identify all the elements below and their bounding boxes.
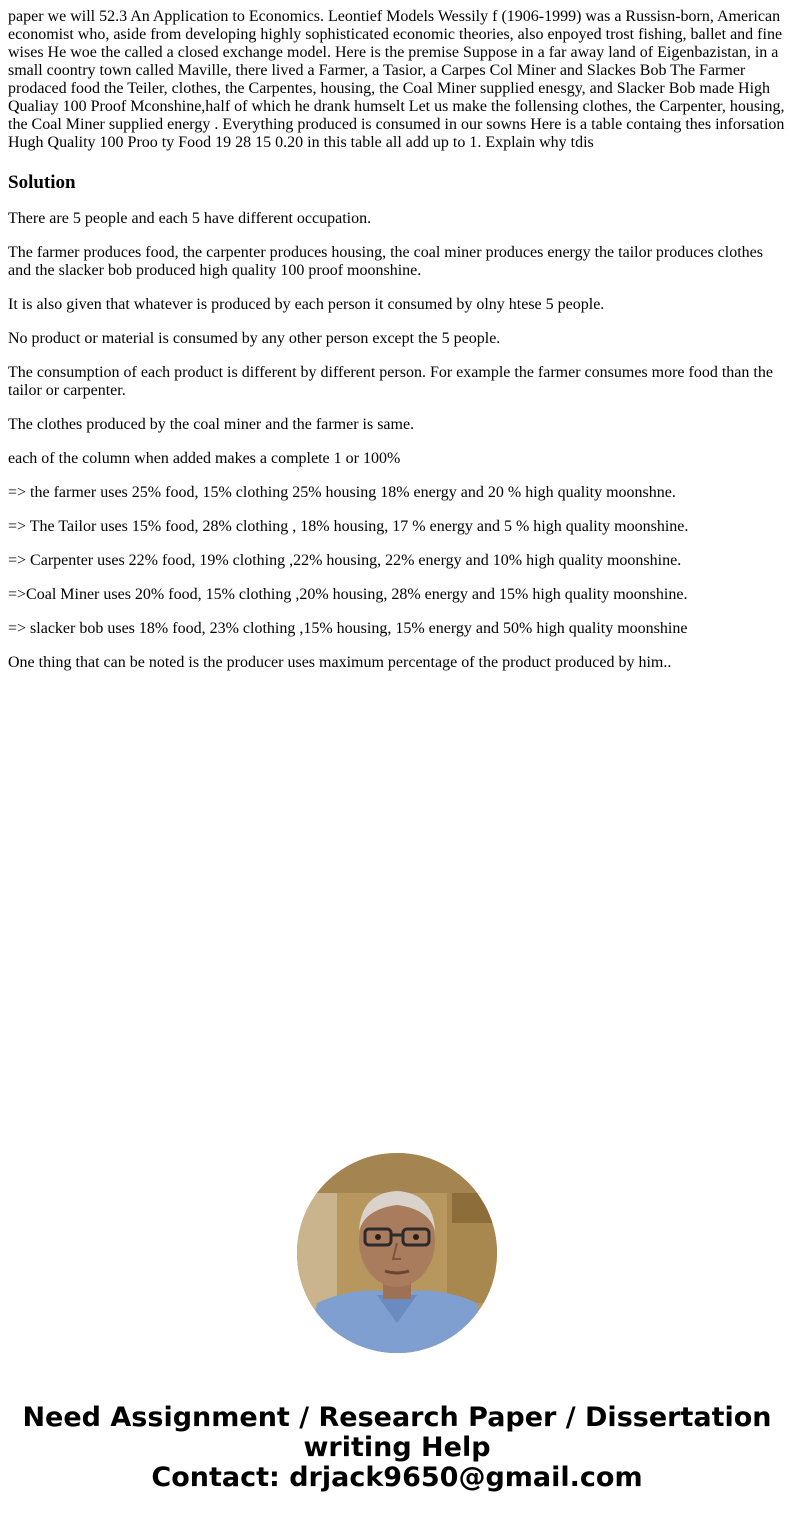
footer-help-text: Need Assignment / Research Paper / Dissertation writing Help (22, 1402, 772, 1463)
solution-paragraph: The farmer produces food, the carpenter produces housing, the coal miner produces energy the tailor produces clothes and the slacker bob produced high quality 100 proof moonshine. (8, 244, 763, 279)
solution-heading: Solution (8, 172, 76, 193)
person-photo-icon (297, 1153, 497, 1353)
solution-paragraph: The clothes produced by the coal miner and the farmer is same. (8, 416, 415, 433)
solution-paragraph: => The Tailor uses 15% food, 28% clothing , 18% housing, 17 % energy and 5 % high quality moonshine. (8, 518, 689, 535)
solution-paragraph: It is also given that whatever is produced by each person it consumed by olny htese 5 people. (8, 296, 605, 313)
solution-paragraph: =>Coal Miner uses 20% food, 15% clothing ,20% housing, 28% energy and 15% high quality moonshine. (8, 586, 688, 603)
solution-paragraph: One thing that can be noted is the producer uses maximum percentage of the product produced by him.. (8, 654, 672, 671)
solution-paragraph: => the farmer uses 25% food, 15% clothing 25% housing 18% energy and 20 % high quality moonshne. (8, 484, 676, 501)
solution-paragraph: => Carpenter uses 22% food, 19% clothing ,22% housing, 22% energy and 10% high quality moonshine. (8, 552, 682, 569)
solution-paragraph: each of the column when added makes a complete 1 or 100% (8, 450, 401, 467)
avatar (297, 1153, 497, 1353)
document-content (8, 8, 786, 688)
solution-paragraph: There are 5 people and each 5 have different occupation. (8, 210, 372, 227)
footer-contact (0, 1403, 794, 1493)
question-text: paper we will 52.3 An Application to Economics. Leontief Models Wessily f (1906-1999) was a Russisn-born, American economist who, aside from developing highly sophisticated economic theories, also enpoyed trost fishing, ballet and fine wises He woe the called a closed exchange model. Here is the premise Suppose in a far away land of Eigenbazistan, in a small coontry town called Maville, there lived a Farmer, a Tasior, a Carpes Col Miner and Slackes Bob The Farmer prodaced food the Teiler, clothes, the Carpentes, housing, the Coal Miner supplied enesgy, and Slacker Bob made High Qualiay 100 Proof Mconshine,half of which he drank humselt Let us make the follensing clothes, the Carpenter, housing, the Coal Miner supplied energy . Everything produced is consumed in our sowns Here is a table containg thes inforsation Hugh Quality 100 Proo ty Food 19 28 15 0.20 in this table all add up to 1. Explain why tdis (8, 8, 785, 151)
footer-contact-email: Contact: drjack9650@gmail.com (151, 1462, 643, 1493)
solution-paragraph: The consumption of each product is different by different person. For example the farmer consumes more food than the tailor or carpenter. (8, 364, 773, 399)
solution-paragraph: No product or material is consumed by any other person except the 5 people. (8, 330, 501, 347)
solution-paragraph: => slacker bob uses 18% food, 23% clothing ,15% housing, 15% energy and 50% high quality moonshine (8, 620, 688, 637)
